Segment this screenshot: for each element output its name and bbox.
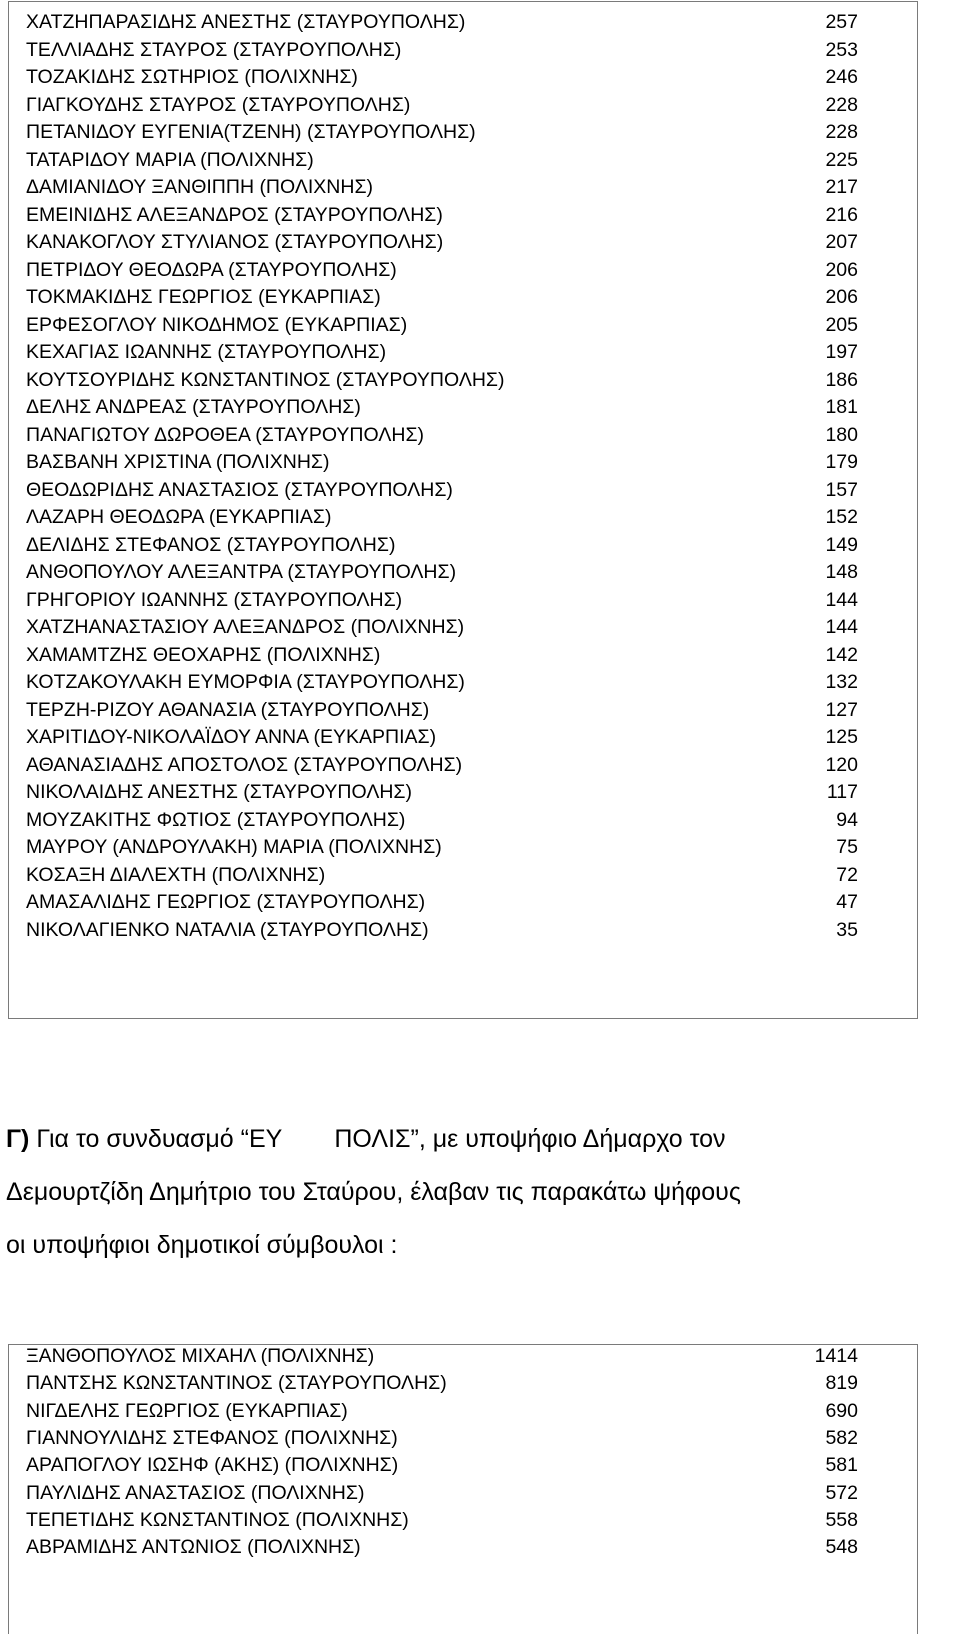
candidate-row xyxy=(16,228,858,256)
candidate-votes: 120 xyxy=(825,753,858,776)
candidate-votes: 149 xyxy=(825,533,858,556)
candidate-row xyxy=(16,146,858,174)
candidate-name: ΤΟΖΑΚΙΔΗΣ ΣΩΤΗΡΙΟΣ (ΠΟΛΙΧΝΗΣ) xyxy=(26,66,358,88)
candidate-row xyxy=(16,503,858,531)
candidate-row xyxy=(16,723,858,751)
candidate-name: ΧΑΤΖΗΠΑΡΑΣΙΔΗΣ ΑΝΕΣΤΗΣ (ΣΤΑΥΡΟΥΠΟΛΗΣ) xyxy=(26,11,466,33)
candidate-votes: 144 xyxy=(825,616,858,638)
candidate-votes: 125 xyxy=(825,726,858,748)
candidate-name: ΞΑΝΘΟΠΟΥΛΟΣ ΜΙΧΑΗΛ (ΠΟΛΙΧΝΗΣ) xyxy=(26,1345,375,1367)
candidate-name: ΛΑΖΑΡΗ ΘΕΟΔΩΡΑ (ΕΥΚΑΡΠΙΑΣ) xyxy=(26,506,332,528)
candidate-row xyxy=(16,476,858,504)
candidate-name: ΜΟΥΖΑΚΙΤΗΣ ΦΩΤΙΟΣ (ΣΤΑΥΡΟΥΠΟΛΗΣ) xyxy=(26,808,406,831)
candidate-votes: 690 xyxy=(825,1399,858,1422)
candidate-votes: 228 xyxy=(825,93,858,116)
candidate-votes: 94 xyxy=(836,808,858,831)
candidate-votes: 197 xyxy=(825,341,858,363)
candidate-row xyxy=(16,778,858,806)
candidate-votes: 72 xyxy=(836,863,858,886)
candidate-votes: 180 xyxy=(825,423,858,446)
candidate-name: ΚΟΤΖΑΚΟΥΛΑΚΗ ΕΥΜΟΡΦΙΑ (ΣΤΑΥΡΟΥΠΟΛΗΣ) xyxy=(26,671,465,693)
candidate-name: ΘΕΟΔΩΡΙΔΗΣ ΑΝΑΣΤΑΣΙΟΣ (ΣΤΑΥΡΟΥΠΟΛΗΣ) xyxy=(26,478,453,501)
candidate-name: ΠΕΤΑΝΙΔΟΥ ΕΥΓΕΝΙΑ(ΤΖΕΝΗ) (ΣΤΑΥΡΟΥΠΟΛΗΣ) xyxy=(26,121,476,143)
candidate-row xyxy=(16,861,858,889)
candidate-votes: 181 xyxy=(825,396,858,418)
candidate-votes: 253 xyxy=(825,38,858,61)
candidate-row xyxy=(16,1533,858,1561)
candidate-votes: 35 xyxy=(836,918,858,941)
candidate-row xyxy=(16,1369,858,1397)
candidate-row xyxy=(16,1506,858,1534)
candidate-name: ΔΕΛΙΔΗΣ ΣΤΕΦΑΝΟΣ (ΣΤΑΥΡΟΥΠΟΛΗΣ) xyxy=(26,533,396,556)
candidate-name: ΤΟΚΜΑΚΙΔΗΣ ΓΕΩΡΓΙΟΣ (ΕΥΚΑΡΠΙΑΣ) xyxy=(26,286,381,308)
candidate-row xyxy=(16,283,858,311)
candidate-name: ΑΜΑΣΑΛΙΔΗΣ ΓΕΩΡΓΙΟΣ (ΣΤΑΥΡΟΥΠΟΛΗΣ) xyxy=(26,891,426,913)
candidate-name: ΕΜΕΙΝΙΔΗΣ ΑΛΕΞΑΝΔΡΟΣ (ΣΤΑΥΡΟΥΠΟΛΗΣ) xyxy=(26,203,443,226)
candidate-name: ΚΑΝΑΚΟΓΛΟΥ ΣΤΥΛΙΑΝΟΣ (ΣΤΑΥΡΟΥΠΟΛΗΣ) xyxy=(26,231,444,253)
candidate-votes: 246 xyxy=(825,66,858,88)
candidate-row xyxy=(16,1342,858,1370)
candidate-name: ΚΟΥΤΣΟΥΡΙΔΗΣ ΚΩΝΣΤΑΝΤΙΝΟΣ (ΣΤΑΥΡΟΥΠΟΛΗΣ) xyxy=(26,368,505,391)
paragraph-text-1a: Για το συνδυασμό “ΕΥ xyxy=(36,1125,283,1153)
candidate-votes: 142 xyxy=(825,643,858,666)
candidate-name: ΤΕΠΕΤΙΔΗΣ ΚΩΝΣΤΑΝΤΙΝΟΣ (ΠΟΛΙΧΝΗΣ) xyxy=(26,1508,409,1531)
candidate-votes: 225 xyxy=(825,148,858,171)
candidate-name: ΓΙΑΝΝΟΥΛΙΔΗΣ ΣΤΕΦΑΝΟΣ (ΠΟΛΙΧΝΗΣ) xyxy=(26,1426,398,1449)
section-label: Γ) xyxy=(6,1125,30,1153)
candidate-name: ΝΙΚΟΛΑΙΔΗΣ ΑΝΕΣΤΗΣ (ΣΤΑΥΡΟΥΠΟΛΗΣ) xyxy=(26,781,412,803)
candidate-name: ΓΙΑΓΚΟΥΔΗΣ ΣΤΑΥΡΟΣ (ΣΤΑΥΡΟΥΠΟΛΗΣ) xyxy=(26,93,411,116)
candidate-row xyxy=(16,1397,858,1425)
candidate-name: ΑΒΡΑΜΙΔΗΣ ΑΝΤΩΝΙΟΣ (ΠΟΛΙΧΝΗΣ) xyxy=(26,1536,361,1559)
candidate-row xyxy=(16,558,858,586)
candidate-name: ΑΘΑΝΑΣΙΑΔΗΣ ΑΠΟΣΤΟΛΟΣ (ΣΤΑΥΡΟΥΠΟΛΗΣ) xyxy=(26,753,463,776)
candidate-votes: 148 xyxy=(825,561,858,583)
paragraph-line-1 xyxy=(6,1124,926,1154)
candidate-name: ΠΑΝΑΓΙΩΤΟΥ ΔΩΡΟΘΕΑ (ΣΤΑΥΡΟΥΠΟΛΗΣ) xyxy=(26,423,424,446)
candidate-name: ΓΡΗΓΟΡΙΟΥ ΙΩΑΝΝΗΣ (ΣΤΑΥΡΟΥΠΟΛΗΣ) xyxy=(26,588,403,611)
candidate-votes: 581 xyxy=(825,1454,858,1477)
candidate-votes: 75 xyxy=(836,836,858,858)
candidate-row xyxy=(16,338,858,366)
candidate-row xyxy=(16,448,858,476)
candidate-row xyxy=(16,668,858,696)
candidate-row xyxy=(16,806,858,834)
candidate-row xyxy=(16,1479,858,1507)
candidate-row xyxy=(16,1424,858,1452)
candidate-votes: 819 xyxy=(825,1372,858,1395)
candidate-name: ΧΑΡΙΤΙΔΟΥ-ΝΙΚΟΛΑΪΔΟΥ ΑΝΝΑ (ΕΥΚΑΡΠΙΑΣ) xyxy=(26,726,437,748)
candidate-votes: 127 xyxy=(825,698,858,721)
candidate-votes: 558 xyxy=(825,1508,858,1531)
candidate-name: ΝΙΚΟΛΑΓΙΕΝΚΟ ΝΑΤΑΛΙΑ (ΣΤΑΥΡΟΥΠΟΛΗΣ) xyxy=(26,918,429,941)
candidate-row xyxy=(16,421,858,449)
candidate-votes: 207 xyxy=(825,231,858,253)
candidate-row xyxy=(16,1451,858,1479)
candidate-name: ΚΕΧΑΓΙΑΣ ΙΩΑΝΝΗΣ (ΣΤΑΥΡΟΥΠΟΛΗΣ) xyxy=(26,341,387,363)
candidate-votes: 582 xyxy=(825,1426,858,1449)
candidate-row xyxy=(16,751,858,779)
candidate-name: ΠΕΤΡΙΔΟΥ ΘΕΟΔΩΡΑ (ΣΤΑΥΡΟΥΠΟΛΗΣ) xyxy=(26,258,397,281)
candidate-votes: 217 xyxy=(825,176,858,198)
candidate-row xyxy=(16,531,858,559)
candidate-row xyxy=(16,201,858,229)
candidate-row xyxy=(16,393,858,421)
paragraph-line-2: Δεμουρτζίδη Δημήτριο του Σταύρου, έλαβαν τις παρακάτω ψήφους xyxy=(6,1178,741,1206)
candidate-row xyxy=(16,613,858,641)
candidate-votes: 257 xyxy=(825,11,858,33)
candidate-votes: 206 xyxy=(825,286,858,308)
candidate-votes: 152 xyxy=(825,506,858,528)
candidate-row xyxy=(16,63,858,91)
candidate-name: ΑΡΑΠΟΓΛΟΥ ΙΩΣΗΦ (ΑΚΗΣ) (ΠΟΛΙΧΝΗΣ) xyxy=(26,1454,399,1477)
candidate-votes: 548 xyxy=(825,1536,858,1559)
candidate-votes: 216 xyxy=(825,203,858,226)
candidate-row xyxy=(16,833,858,861)
candidate-name: ΜΑΥΡΟΥ (ΑΝΔΡΟΥΛΑΚΗ) ΜΑΡΙΑ (ΠΟΛΙΧΝΗΣ) xyxy=(26,836,442,858)
candidate-name: ΔΑΜΙΑΝΙΔΟΥ ΞΑΝΘΙΠΠΗ (ΠΟΛΙΧΝΗΣ) xyxy=(26,176,373,198)
candidate-row xyxy=(16,696,858,724)
candidate-name: ΤΑΤΑΡΙΔΟΥ ΜΑΡΙΑ (ΠΟΛΙΧΝΗΣ) xyxy=(26,148,314,171)
candidate-name: ΤΕΡΖΗ-ΡΙΖΟΥ ΑΘΑΝΑΣΙΑ (ΣΤΑΥΡΟΥΠΟΛΗΣ) xyxy=(26,698,430,721)
candidate-row xyxy=(16,118,858,146)
candidate-row xyxy=(16,256,858,284)
candidate-name: ΚΟΣΑΞΗ ΔΙΑΛΕΧΤΗ (ΠΟΛΙΧΝΗΣ) xyxy=(26,863,326,886)
candidate-votes: 157 xyxy=(825,478,858,501)
candidate-votes: 117 xyxy=(826,781,858,803)
candidate-row xyxy=(16,36,858,64)
candidate-row xyxy=(16,641,858,669)
paragraph-line-3: οι υποψήφιοι δημοτικοί σύμβουλοι : xyxy=(6,1231,398,1259)
paragraph-text-1b: ΠΟΛΙΣ”, με υποψήφιο Δήμαρχο τον xyxy=(334,1125,726,1153)
candidate-row xyxy=(16,916,858,944)
candidate-votes: 206 xyxy=(825,258,858,281)
candidate-votes: 132 xyxy=(825,671,858,693)
candidate-row xyxy=(16,586,858,614)
candidate-row xyxy=(16,8,858,36)
candidate-votes: 47 xyxy=(836,891,858,913)
candidate-name: ΕΡΦΕΣΟΓΛΟΥ ΝΙΚΟΔΗΜΟΣ (ΕΥΚΑΡΠΙΑΣ) xyxy=(26,313,408,336)
candidate-row xyxy=(16,366,858,394)
candidate-name: ΧΑΤΖΗΑΝΑΣΤΑΣΙΟΥ ΑΛΕΞΑΝΔΡΟΣ (ΠΟΛΙΧΝΗΣ) xyxy=(26,616,465,638)
candidate-row xyxy=(16,91,858,119)
candidate-votes: 144 xyxy=(825,588,858,611)
candidate-name: ΝΙΓΔΕΛΗΣ ΓΕΩΡΓΙΟΣ (ΕΥΚΑΡΠΙΑΣ) xyxy=(26,1399,348,1422)
candidate-votes: 205 xyxy=(825,313,858,336)
candidate-row xyxy=(16,173,858,201)
candidate-name: ΑΝΘΟΠΟΥΛΟΥ ΑΛΕΞΑΝΤΡΑ (ΣΤΑΥΡΟΥΠΟΛΗΣ) xyxy=(26,561,457,583)
candidate-name: ΠΑΝΤΣΗΣ ΚΩΝΣΤΑΝΤΙΝΟΣ (ΣΤΑΥΡΟΥΠΟΛΗΣ) xyxy=(26,1372,447,1395)
candidate-votes: 186 xyxy=(825,368,858,391)
candidate-votes: 572 xyxy=(825,1481,858,1504)
candidate-row xyxy=(16,888,858,916)
candidate-name: ΒΑΣΒΑΝΗ ΧΡΙΣΤΙΝΑ (ΠΟΛΙΧΝΗΣ) xyxy=(26,451,330,473)
candidate-votes: 1414 xyxy=(814,1345,858,1367)
candidate-name: ΔΕΛΗΣ ΑΝΔΡΕΑΣ (ΣΤΑΥΡΟΥΠΟΛΗΣ) xyxy=(26,396,361,418)
candidate-name: ΧΑΜΑΜΤΖΗΣ ΘΕΟΧΑΡΗΣ (ΠΟΛΙΧΝΗΣ) xyxy=(26,643,381,666)
candidate-votes: 228 xyxy=(825,121,858,143)
candidate-name: ΤΕΛΛΙΑΔΗΣ ΣΤΑΥΡΟΣ (ΣΤΑΥΡΟΥΠΟΛΗΣ) xyxy=(26,38,402,61)
candidate-votes: 179 xyxy=(825,451,858,473)
candidate-name: ΠΑΥΛΙΔΗΣ ΑΝΑΣΤΑΣΙΟΣ (ΠΟΛΙΧΝΗΣ) xyxy=(26,1481,365,1504)
candidate-row xyxy=(16,311,858,339)
